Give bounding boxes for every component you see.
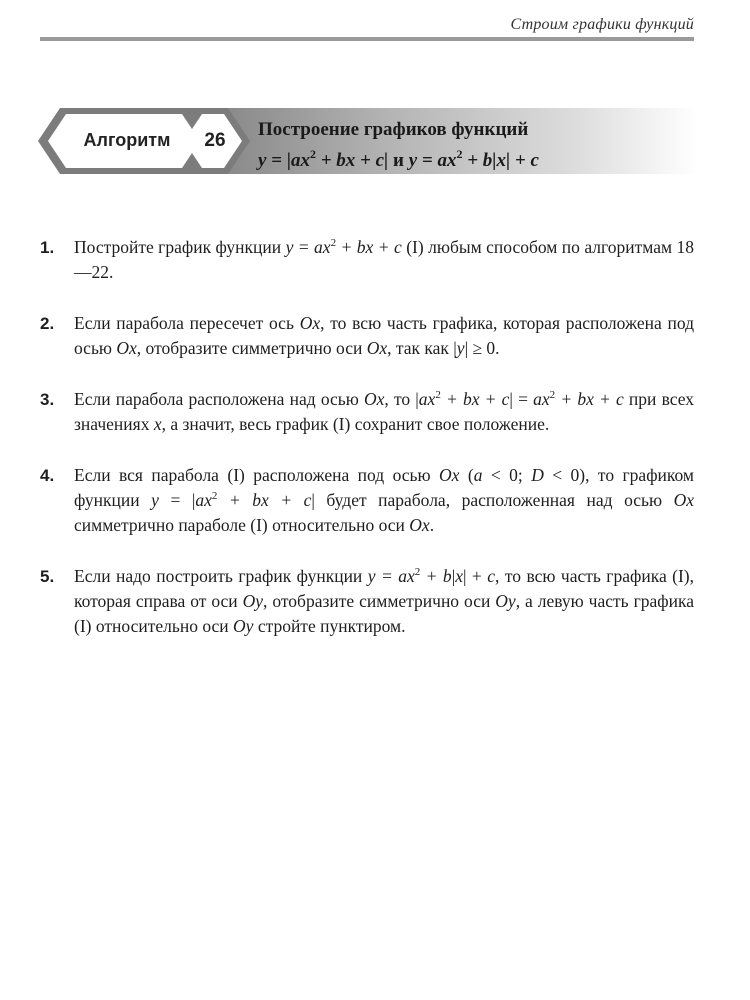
header-rule bbox=[40, 37, 694, 41]
formula-part: + b|x| + c bbox=[462, 150, 539, 171]
step-math: x bbox=[455, 566, 463, 586]
step-3 bbox=[40, 387, 694, 437]
step-math: y = ax bbox=[285, 237, 331, 257]
step-text: , то всю часть графика, которая расположена под осью bbox=[74, 313, 694, 358]
step-text: при всех значениях bbox=[74, 389, 695, 434]
step-text: , а левую часть графика (I) относительно оси bbox=[74, 591, 694, 636]
algorithm-steps bbox=[40, 235, 694, 665]
step-math: Ox bbox=[409, 515, 430, 535]
step-2 bbox=[40, 311, 694, 361]
banner-formula bbox=[258, 142, 539, 173]
step-math: + bx + c bbox=[555, 389, 624, 409]
step-text: Если парабола пересечет ось bbox=[74, 313, 300, 333]
formula-exponent: 2 bbox=[456, 147, 463, 161]
step-math: y bbox=[456, 338, 465, 358]
step-text: . bbox=[429, 515, 435, 535]
step-math: ax bbox=[418, 389, 436, 409]
step-text: | ≥ 0. bbox=[464, 338, 500, 358]
step-text: , так как | bbox=[387, 338, 457, 358]
step-text: < 0; bbox=[482, 465, 532, 485]
step-text: , отобразите симметрично оси bbox=[136, 338, 367, 358]
step-math: x bbox=[153, 414, 162, 434]
step-text: < 0), то графиком функции bbox=[74, 465, 695, 510]
step-1 bbox=[40, 235, 694, 285]
step-math: Ox bbox=[439, 465, 460, 485]
step-math: y bbox=[151, 490, 159, 510]
step-text: = | bbox=[158, 490, 196, 510]
formula-part: y bbox=[403, 150, 418, 171]
step-text: | будет парабола, расположенная над осью bbox=[311, 490, 674, 510]
step-text: | = bbox=[509, 389, 534, 409]
step-math: Ox bbox=[366, 338, 388, 358]
step-math: + b bbox=[420, 566, 452, 586]
step-math: + bx + c bbox=[217, 490, 312, 510]
step-5 bbox=[40, 564, 694, 639]
formula-part: y bbox=[258, 150, 267, 171]
step-math: Ox bbox=[116, 338, 137, 358]
step-text: Постройте график функции bbox=[74, 237, 286, 257]
step-exponent: 2 bbox=[435, 389, 441, 401]
step-text: Если надо построить график функции bbox=[74, 566, 368, 586]
step-text: , а значит, весь график (I) сохранит свое положение. bbox=[161, 414, 550, 434]
formula-part: ax bbox=[290, 150, 310, 171]
step-number: 4. bbox=[40, 466, 55, 485]
badge-label: Алгоритм bbox=[83, 130, 171, 150]
step-text: стройте пунктиром. bbox=[253, 616, 406, 636]
step-number: 1. bbox=[40, 238, 55, 257]
step-math: c bbox=[487, 566, 496, 586]
step-text: | + bbox=[462, 566, 488, 586]
step-text: , то всю часть графика (I), которая справа от оси bbox=[74, 566, 695, 611]
step-number: 5. bbox=[40, 567, 55, 586]
formula-exponent: 2 bbox=[309, 147, 316, 161]
step-text: , то | bbox=[384, 389, 419, 409]
step-math: ax bbox=[533, 389, 550, 409]
step-number: 2. bbox=[40, 314, 55, 333]
step-math: y = ax bbox=[367, 566, 415, 586]
step-math: Oy bbox=[233, 616, 254, 636]
step-math: + bx + c bbox=[440, 389, 510, 409]
step-math: Oy bbox=[495, 591, 516, 611]
step-exponent: 2 bbox=[330, 237, 337, 249]
step-text: Если вся парабола (I) расположена под осью bbox=[74, 465, 440, 485]
step-number: 3. bbox=[40, 390, 55, 409]
step-exponent: 2 bbox=[211, 490, 218, 502]
step-math: Ox bbox=[299, 313, 321, 333]
step-math: Ox bbox=[364, 389, 385, 409]
step-math: D bbox=[531, 465, 544, 485]
step-text: Если парабола расположена над осью bbox=[74, 389, 364, 409]
step-4 bbox=[40, 463, 694, 538]
formula-conjunction: и bbox=[392, 150, 404, 171]
step-math: Ox bbox=[673, 490, 695, 510]
running-head-title: Строим графики функций bbox=[510, 16, 694, 33]
step-text: | bbox=[451, 566, 456, 586]
formula-part: + bx + c| bbox=[315, 150, 393, 171]
step-text: , отобразите симметрично оси bbox=[263, 591, 496, 611]
step-exponent: 2 bbox=[549, 389, 556, 401]
step-exponent: 2 bbox=[414, 566, 421, 578]
algorithm-banner bbox=[38, 104, 698, 180]
step-text: ( bbox=[459, 465, 474, 485]
formula-part: = | bbox=[266, 150, 291, 171]
step-math: Oy bbox=[242, 591, 264, 611]
banner-title: Построение графиков функций bbox=[258, 119, 529, 140]
step-math: + bx + c bbox=[336, 237, 402, 257]
step-math: ax bbox=[195, 490, 212, 510]
badge-number: 26 bbox=[204, 130, 226, 151]
step-text: симметрично параболе (I) относительно оси bbox=[74, 515, 410, 535]
formula-part: = ax bbox=[417, 150, 457, 171]
step-text: (I) любым способом по алгоритмам 18—22. bbox=[74, 237, 695, 282]
step-math: a bbox=[473, 465, 483, 485]
